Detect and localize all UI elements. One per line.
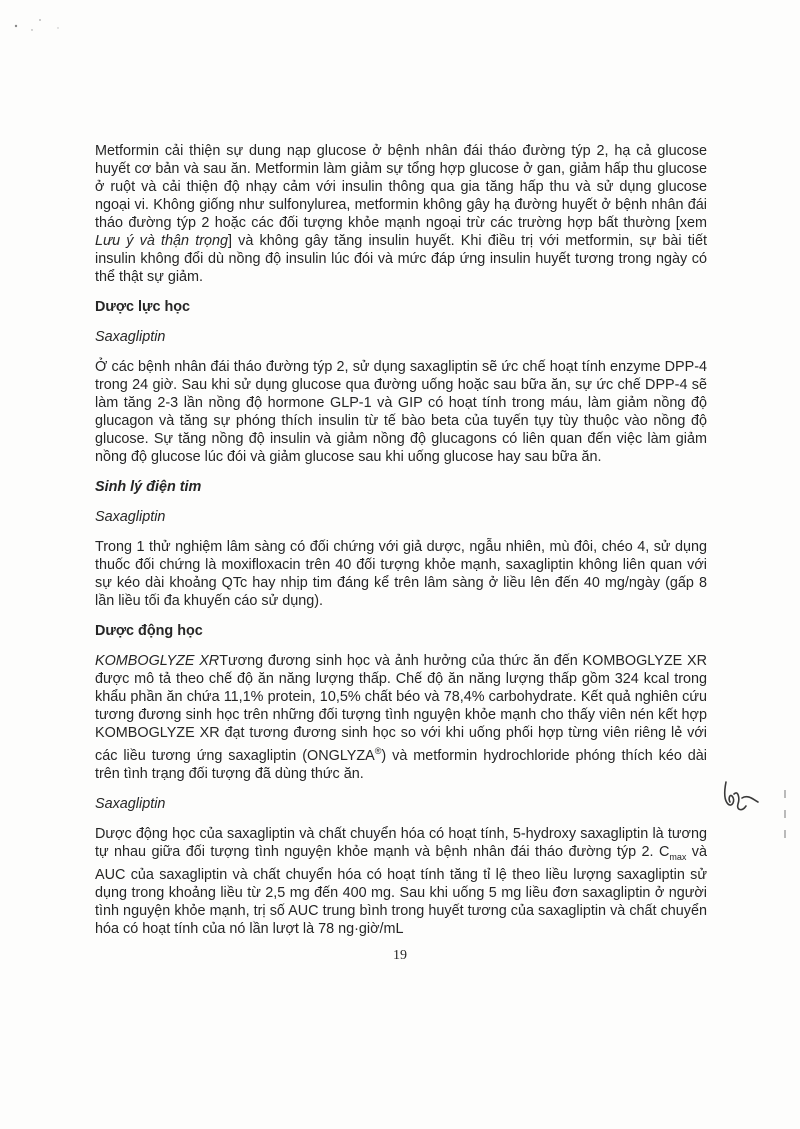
heading-electrophysiology: Sinh lý điện tim bbox=[95, 479, 202, 495]
paragraph-pk-saxagliptin bbox=[95, 825, 707, 938]
subheading-saxagliptin: Saxagliptin bbox=[95, 329, 166, 345]
heading-pharmacodynamics: Dược lực học bbox=[95, 299, 191, 315]
cross-reference: Lưu ý và thận trọng bbox=[95, 233, 229, 249]
handwritten-initials bbox=[718, 778, 764, 816]
text-segment: Tương đương sinh học và ảnh hưởng của thức ăn đến KOMBOGLYZE XR được mô tả theo chế độ ăn năng lượng thấp. Chế độ ăn năng lượng thấp gồm 324 kcal trong khẩu phần ăn chứa 11,1% protein, 10,5% chất béo và 78,4% carbohydrate. Kết quả nghiên cứu tương đương sinh học trên những đối tượng tình nguyện khỏe mạnh cho thấy viên nén kết hợp KOMBOGLYZE XR đạt tương đương sinh học so với khi uống phối hợp từng viên riêng lẻ với các liều tương ứng saxagliptin (ONGLYZA bbox=[95, 653, 707, 764]
registered-mark: ® bbox=[374, 746, 382, 756]
scan-edge-marks bbox=[782, 790, 788, 840]
document-body bbox=[95, 142, 707, 938]
text-segment: Dược động học của saxagliptin và chất chuyển hóa có hoạt tính, 5-hydroxy saxagliptin là tương tự nhau giữa đối tượng tình nguyện khỏe mạnh và bệnh nhân đái tháo đường týp 2. C bbox=[95, 825, 707, 860]
paragraph-metformin bbox=[95, 142, 707, 286]
scan-artifact bbox=[10, 16, 70, 46]
heading-pharmacokinetics: Dược động học bbox=[95, 623, 203, 639]
subheading-saxagliptin: Saxagliptin bbox=[95, 509, 166, 525]
product-name: KOMBOGLYZE XR bbox=[95, 653, 220, 669]
text-segment: ] và không gây tăng insulin huyết. Khi điều trị với metformin, sự bài tiết insulin không đổi dù nồng độ insulin lúc đói và mức đáp ứng insulin huyết tương trong ngày có thể thật sự giảm. bbox=[95, 233, 707, 285]
text-segment: và AUC của saxagliptin và chất chuyển hóa có hoạt tính tăng tỉ lệ theo liều lượng saxagliptin sử dụng trong khoảng liều từ 2,5 mg đến 400 mg. Sau khi uống 5 mg liều đơn saxagliptin ở người tình nguyện khỏe mạnh, trị số AUC trung bình trong huyết tương của saxagliptin và chất chuyển hóa có hoạt tính của nó lần lượt là 78 ng·giờ/mL bbox=[95, 843, 707, 937]
subscript: max bbox=[669, 851, 687, 862]
text-segment: ) và metformin hydrochloride phóng thích kéo dài trên tình trạng đối tượng đã dùng thức ăn. bbox=[95, 747, 707, 782]
paragraph-pk-komboglyze bbox=[95, 652, 707, 783]
page-number: 19 bbox=[393, 948, 407, 963]
paragraph-ep-saxagliptin: Trong 1 thử nghiệm lâm sàng có đối chứng với giả dược, ngẫu nhiên, mù đôi, chéo 4, sử dụng thuốc đối chứng là moxifloxacin trên 40 đối tượng khỏe mạnh, saxagliptin không liên quan với sự kéo dài khoảng QTc hay nhịp tim đáng kể trên lâm sàng ở liều lên đến 40 mg/ngày (gấp 8 lần liều tối đa khuyến cáo sử dụng). bbox=[95, 539, 707, 609]
text-segment: Metformin cải thiện sự dung nạp glucose ở bệnh nhân đái tháo đường týp 2, hạ cả glucose huyết cơ bản và sau ăn. Metformin làm giảm sự tổng hợp glucose ở gan, giảm hấp thu glucose ở ruột và cải thiện độ nhạy cảm với insulin thông qua gia tăng hấp thu và sử dụng glucose ngoại vi. Không giống như sulfonylurea, metformin không gây hạ đường huyết ở bệnh nhân đái tháo đường týp 2 hoặc các đối tượng khỏe mạnh ngoại trừ các trường hợp bất thường [xem bbox=[95, 143, 707, 231]
subheading-saxagliptin: Saxagliptin bbox=[95, 795, 166, 812]
paragraph-pd-saxagliptin: Ở các bệnh nhân đái tháo đường týp 2, sử dụng saxagliptin sẽ ức chế hoạt tính enzyme DPP-4 trong 24 giờ. Sau khi sử dụng glucose qua đường uống hoặc sau bữa ăn, sự ức chế DPP-4 sẽ làm tăng 2-3 lần nồng độ hormone GLP-1 và GIP có hoạt tính trong máu, làm giảm nồng độ glucagon và tăng sự phóng thích insulin từ tế bào beta của tuyến tụy tùy thuộc vào nồng độ glucose. Sự tăng nồng độ insulin và giảm nồng độ glucagons có liên quan đến việc làm giảm nồng độ glucose lúc đói và giảm glucose sau khi uống glucose hay sau bữa ăn. bbox=[95, 359, 707, 465]
